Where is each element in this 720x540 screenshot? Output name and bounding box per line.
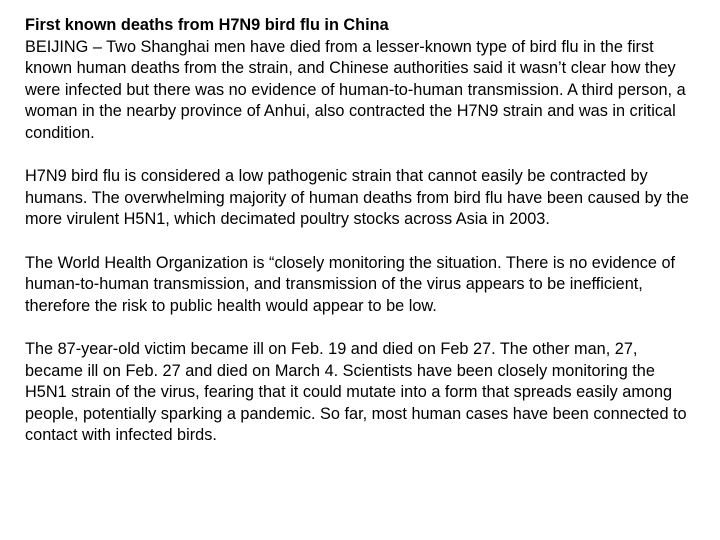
article bbox=[25, 15, 697, 468]
paragraph-1: BEIJING – Two Shanghai men have died from a lesser-known type of bird flu in the first known human deaths from the strain, and Chinese authorities said it wasn’t clear how they were infected but there was no evidence of human-to-human transmission. A third person, a woman in the nearby province of Anhui, also contracted the H7N9 strain and was in critical condition. bbox=[25, 37, 686, 142]
headline: First known deaths from H7N9 bird flu in China bbox=[25, 16, 389, 34]
paragraph-2: H7N9 bird flu is considered a low pathogenic strain that cannot easily be contracted by humans. The overwhelming majority of human deaths from bird flu have been caused by the more virulent H5N1, which decimated poultry stocks across Asia in 2003. bbox=[25, 167, 689, 229]
paragraph-3: The World Health Organization is “closely monitoring the situation. There is no evidence of human-to-human transmission, and transmission of the virus appears to be inefficient, therefore the risk to public health would appear to be low. bbox=[25, 253, 676, 315]
paragraph-4: The 87-year-old victim became ill on Feb. 19 and died on Feb 27. The other man, 27, became ill on Feb. 27 and died on March 4. Scientists have been closely monitoring the H5N1 strain of the virus, fearing that it could mutate into a form that spreads easily among people, potentially sparking a pandemic. So far, most human cases have been connected to contact with infected birds. bbox=[25, 339, 687, 445]
